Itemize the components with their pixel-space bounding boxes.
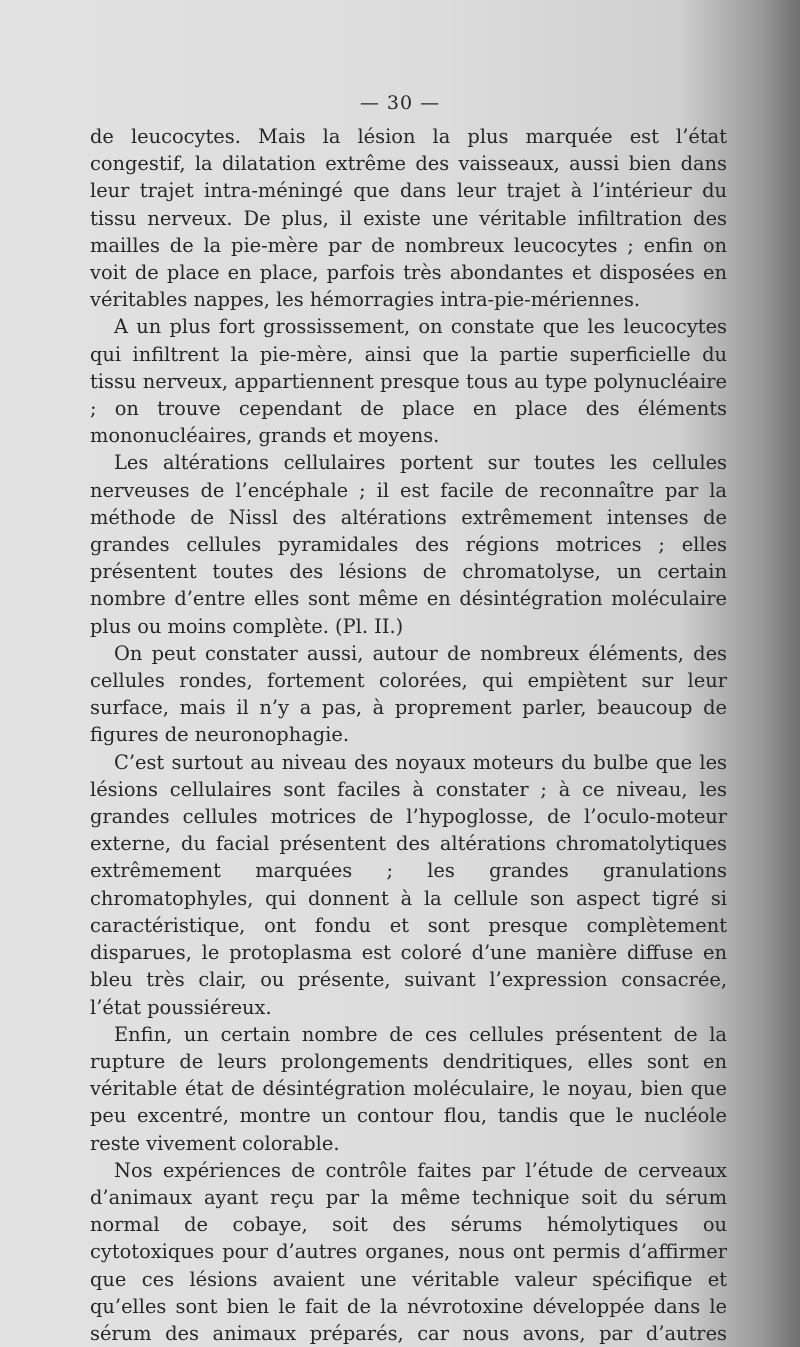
paragraph-1: de leucocytes. Mais la lésion la plus marquée est l’état congestif, la dilatation extrême des vaisseaux, aussi bien dans leur trajet intra-méningé que dans leur trajet à l’intérieur du tissu nerveux. De plus, il existe une véritable infiltration des mailles de la pie-mère par de nombreux leucocytes ; enfin on voit de place en place, parfois très abondantes et disposées en véritables nappes, les hémorragies intra-pie-mériennes.: [90, 125, 727, 312]
page-number: — 30 —: [359, 92, 441, 114]
body-text: [90, 123, 727, 1347]
paragraph-6: Enfin, un certain nombre de ces cellules présentent de la rupture de leurs prolongements dendritiques, elles sont en véritable état de désintégration moléculaire, le noyau, bien que peu excentré, montre un contour flou, tandis que le nucléole reste vivement colorable.: [90, 1022, 727, 1155]
paragraph-7: Nos expériences de contrôle faites par l’étude de cerveaux d’animaux ayant reçu par la même technique soit du sérum normal de cobaye, soit des sérums hémolytiques ou cytotoxiques pour d’autres organes, nous ont permis d’affirmer que ces lésions avaient une véritable valeur spécifique et qu’elles sont bien le fait de la névrotoxine développée dans le sérum des animaux préparés, car nous avons, par d’autres: [90, 1158, 727, 1345]
paragraph-3: Les altérations cellulaires portent sur toutes les cellules nerveuses de l’encéphale ; il est facile de reconnaître par la méthode de Nissl des altérations extrêmement intenses de grandes cellules pyramidales des régions motrices ; elles présentent toutes des lésions de chromatolyse, un certain nombre d’entre elles sont même en désintégration moléculaire plus ou moins complète. (Pl. II.): [90, 451, 727, 638]
paragraph-4: On peut constater aussi, autour de nombreux éléments, des cellules rondes, fortement colorées, qui empiètent sur leur surface, mais il n’y a pas, à proprement parler, beaucoup de figures de neuronophagie.: [90, 641, 727, 747]
paragraph-2: A un plus fort grossissement, on constate que les leucocytes qui infiltrent la pie-mère, ainsi que la partie superficielle du tissu nerveux, appartiennent presque tous au type polynucléaire ; on trouve cependant de place en place des éléments mononucléaires, grands et moyens.: [90, 315, 727, 448]
paragraph-5: C’est surtout au niveau des noyaux moteurs du bulbe que les lésions cellulaires sont faciles à constater ; à ce niveau, les grandes cellules motrices de l’hypoglosse, de l’oculo-moteur externe, du facial présentent des altérations chromatolytiques extrêmement marquées ; les grandes granulations chromatophyles, qui donnent à la cellule son aspect tigré si caractéristique, ont fondu et sont presque complètement disparues, le protoplasma est coloré d’une manière diffuse en bleu très clair, ou présente, suivant l’expression consacrée, l’état poussiéreux.: [90, 750, 727, 1019]
